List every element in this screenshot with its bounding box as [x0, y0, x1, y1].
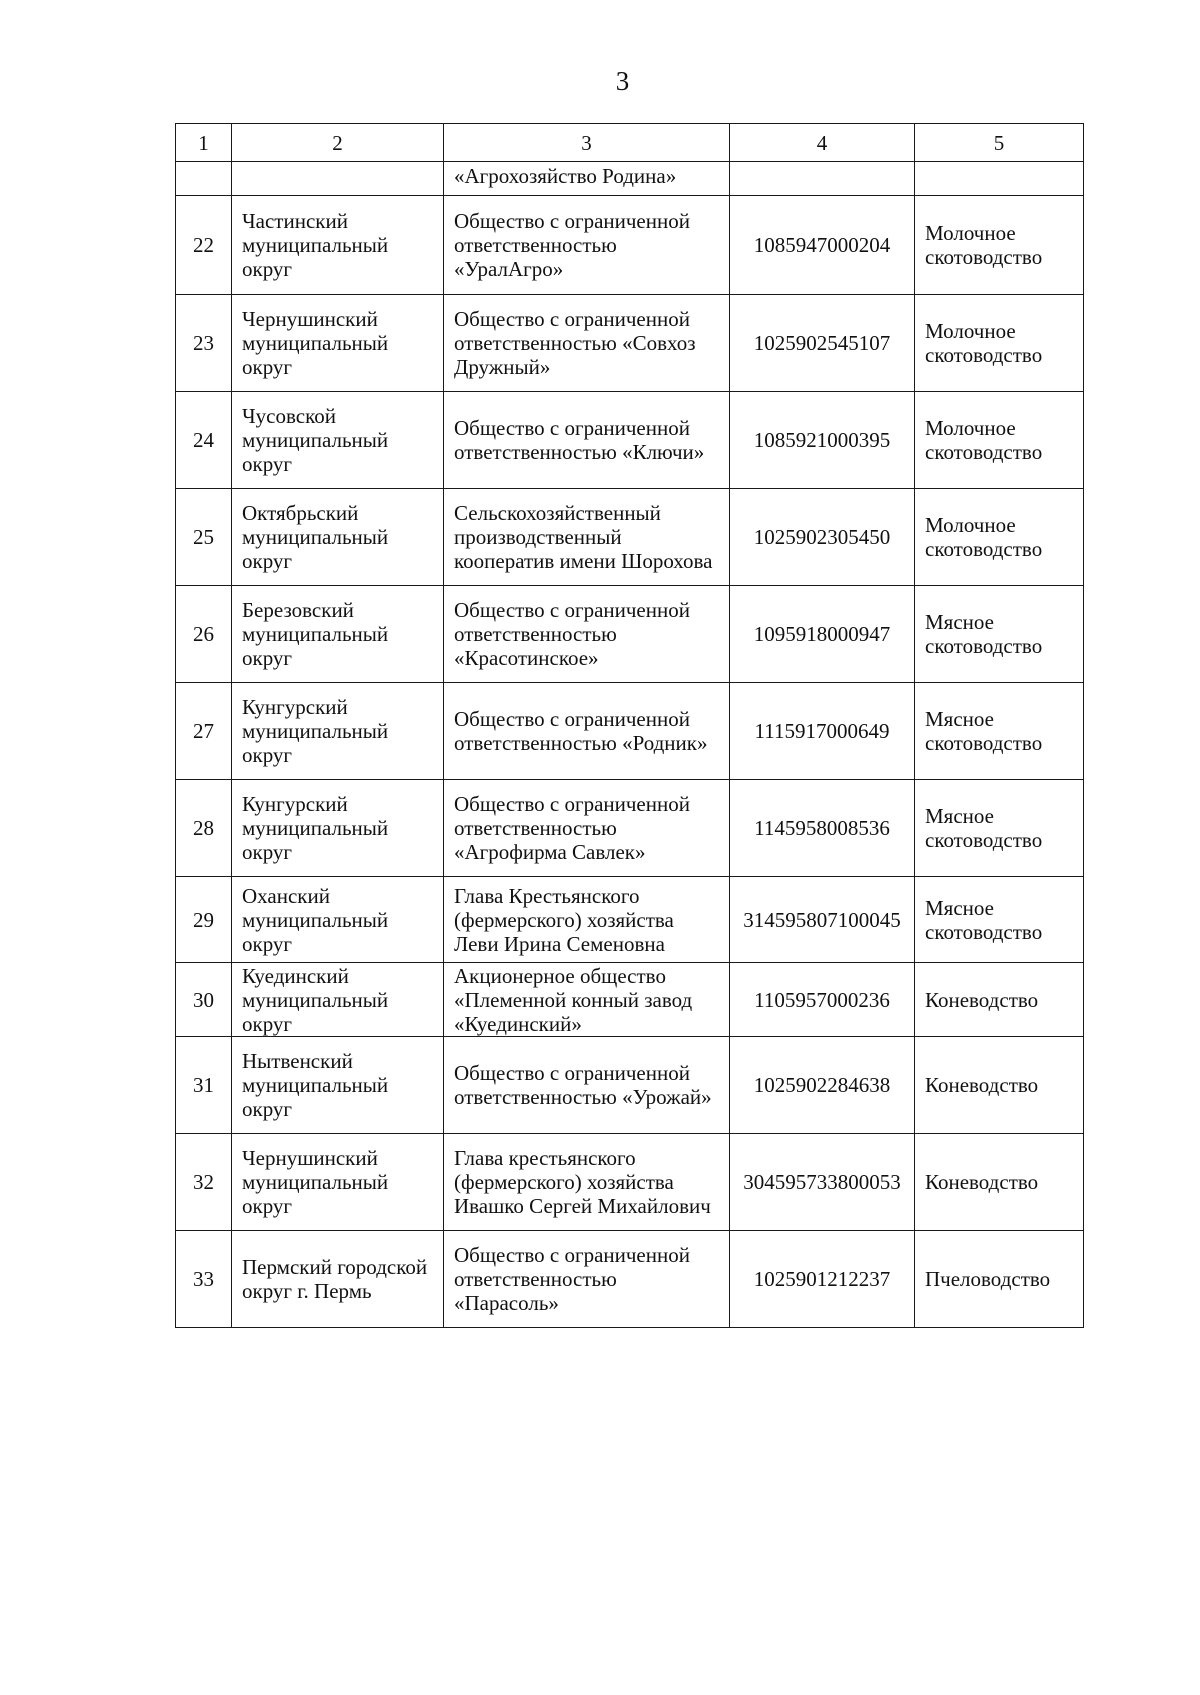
registration-code-cell: 1115917000649 — [730, 683, 915, 780]
table-row — [176, 1134, 1084, 1231]
row-number: 32 — [176, 1134, 232, 1231]
column-header-4: 4 — [730, 124, 915, 162]
organization-cell: Акционерное общество «Племенной конный завод «Куединский» — [444, 963, 730, 1037]
row-number: 23 — [176, 295, 232, 392]
municipality-cell: Чернушинский муниципальный округ — [232, 295, 444, 392]
registration-code-cell: 1025901212237 — [730, 1231, 915, 1328]
municipality-cell: Нытвенский муниципальный округ — [232, 1037, 444, 1134]
organization-cell: Глава Крестьянского (фермерского) хозяйства Леви Ирина Семеновна — [444, 877, 730, 963]
activity-cell: Мясное скотоводство — [915, 683, 1084, 780]
table-row — [176, 196, 1084, 295]
activity-cell: Коневодство — [915, 963, 1084, 1037]
continuation-row — [176, 162, 1084, 196]
registration-code-cell: 1085947000204 — [730, 196, 915, 295]
activity-cell: Мясное скотоводство — [915, 586, 1084, 683]
municipality-cell: Октябрьский муниципальный округ — [232, 489, 444, 586]
table-row — [176, 683, 1084, 780]
row-number: 24 — [176, 392, 232, 489]
organization-cell: Общество с ограниченной ответственностью «УралАгро» — [444, 196, 730, 295]
municipality-cell — [232, 162, 444, 196]
organization-cell: Общество с ограниченной ответственностью «Парасоль» — [444, 1231, 730, 1328]
municipality-cell: Березовский муниципальный округ — [232, 586, 444, 683]
registration-code-cell — [730, 162, 915, 196]
registration-code-cell: 1025902545107 — [730, 295, 915, 392]
municipality-cell: Куединский муниципальный округ — [232, 963, 444, 1037]
organization-cell: Общество с ограниченной ответственностью «Агрофирма Савлек» — [444, 780, 730, 877]
page-number: 3 — [615, 66, 630, 96]
municipality-cell: Кунгурский муниципальный округ — [232, 780, 444, 877]
table-row — [176, 295, 1084, 392]
registration-code-cell: 1095918000947 — [730, 586, 915, 683]
activity-cell: Молочное скотоводство — [915, 295, 1084, 392]
table-row — [176, 586, 1084, 683]
activity-cell — [915, 162, 1084, 196]
organization-cell: Общество с ограниченной ответственностью «Урожай» — [444, 1037, 730, 1134]
row-number: 28 — [176, 780, 232, 877]
municipality-cell: Пермский городской округ г. Пермь — [232, 1231, 444, 1328]
row-number: 33 — [176, 1231, 232, 1328]
activity-cell: Мясное скотоводство — [915, 780, 1084, 877]
activity-cell: Молочное скотоводство — [915, 392, 1084, 489]
activity-cell: Пчеловодство — [915, 1231, 1084, 1328]
row-number: 27 — [176, 683, 232, 780]
registration-code-cell: 314595807100045 — [730, 877, 915, 963]
row-number: 31 — [176, 1037, 232, 1134]
organization-cell: Общество с ограниченной ответственностью «Родник» — [444, 683, 730, 780]
registration-code-cell: 1145958008536 — [730, 780, 915, 877]
column-header-3: 3 — [444, 124, 730, 162]
table-row — [176, 1231, 1084, 1328]
farms-table — [175, 123, 1084, 1328]
activity-cell: Коневодство — [915, 1037, 1084, 1134]
table-row — [176, 963, 1084, 1037]
activity-cell: Молочное скотоводство — [915, 489, 1084, 586]
row-number: 25 — [176, 489, 232, 586]
column-header-5: 5 — [915, 124, 1084, 162]
organization-cell: Сельскохозяйственный производственный кооператив имени Шорохова — [444, 489, 730, 586]
registration-code-cell: 1085921000395 — [730, 392, 915, 489]
table-row — [176, 780, 1084, 877]
municipality-cell: Чернушинский муниципальный округ — [232, 1134, 444, 1231]
organization-cell: Глава крестьянского (фермерского) хозяйства Ивашко Сергей Михайлович — [444, 1134, 730, 1231]
municipality-cell: Кунгурский муниципальный округ — [232, 683, 444, 780]
municipality-cell: Оханский муниципальный округ — [232, 877, 444, 963]
column-header-2: 2 — [232, 124, 444, 162]
activity-cell: Коневодство — [915, 1134, 1084, 1231]
row-number: 22 — [176, 196, 232, 295]
organization-cell: Общество с ограниченной ответственностью «Красотинское» — [444, 586, 730, 683]
registration-code-cell: 1105957000236 — [730, 963, 915, 1037]
registration-code-cell: 1025902284638 — [730, 1037, 915, 1134]
registration-code-cell: 304595733800053 — [730, 1134, 915, 1231]
column-header-1: 1 — [176, 124, 232, 162]
row-number: 30 — [176, 963, 232, 1037]
table-row — [176, 1037, 1084, 1134]
activity-cell: Молочное скотоводство — [915, 196, 1084, 295]
table-row — [176, 877, 1084, 963]
activity-cell: Мясное скотоводство — [915, 877, 1084, 963]
row-number: 26 — [176, 586, 232, 683]
organization-cell: Общество с ограниченной ответственностью «Совхоз Дружный» — [444, 295, 730, 392]
municipality-cell: Частинский муниципальный округ — [232, 196, 444, 295]
municipality-cell: Чусовской муниципальный округ — [232, 392, 444, 489]
header-row — [176, 124, 1084, 162]
row-number — [176, 162, 232, 196]
table-row — [176, 392, 1084, 489]
registration-code-cell: 1025902305450 — [730, 489, 915, 586]
organization-cell: Общество с ограниченной ответственностью «Ключи» — [444, 392, 730, 489]
table-row — [176, 489, 1084, 586]
row-number: 29 — [176, 877, 232, 963]
organization-cell: «Агрохозяйство Родина» — [444, 162, 730, 196]
